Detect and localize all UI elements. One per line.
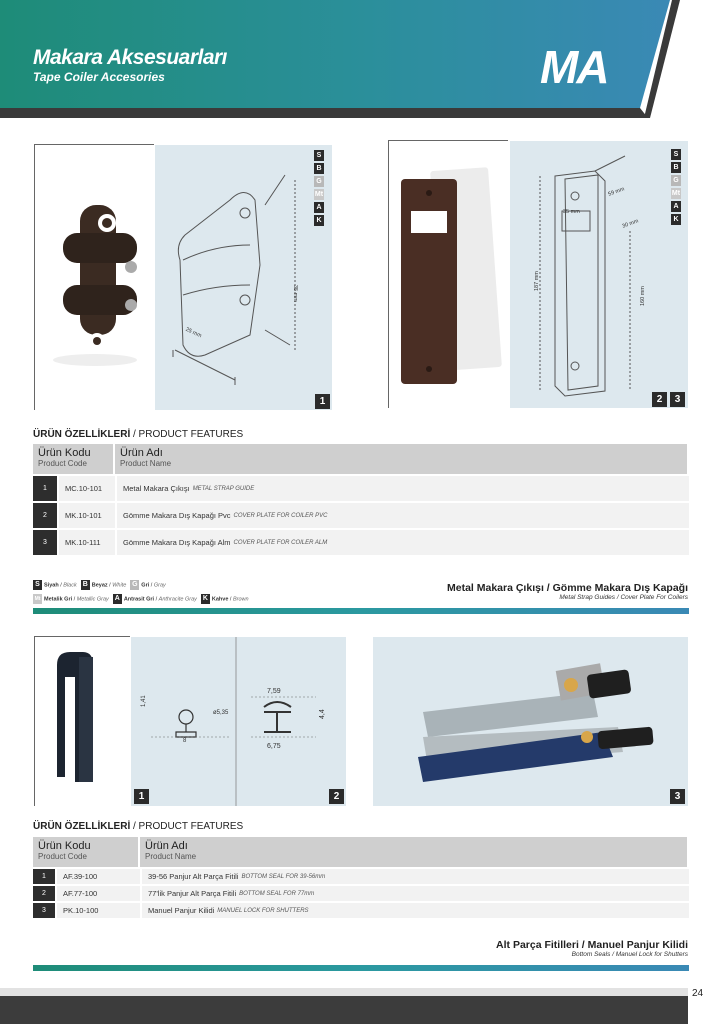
color-code: Mt [671,190,681,197]
photo-bottom-seal [35,637,131,806]
cover-plate-photo [389,141,510,408]
features-heading: ÜRÜN ÖZELLİKLERİ / PRODUCT FEATURES [33,429,244,440]
bottom-seal-photo [35,637,131,806]
dim-label: 160 mm [640,286,646,306]
col-header-code: Ürün Kodu Product Code [33,837,140,867]
image-number-badge: 1 [315,394,330,409]
dim-label: 30 mm [621,218,640,230]
table-row: 3 MK.10-111 Gömme Makara Dış Kapağı Alm COVER PLATE FOR COILER ALM [33,528,689,555]
page-number: 24 [692,988,704,999]
legend-code: G [132,581,138,588]
strap-guide-photo [35,145,155,410]
footer-bar-light [0,988,688,996]
dim-label: 7,59 [267,688,281,695]
color-code: G [671,175,681,186]
legend-code: Mt [34,596,41,602]
section-divider [33,608,689,614]
color-code: Mt [314,191,324,198]
page-header [0,0,728,120]
table-header [33,444,689,474]
image-number-badge: 3 [670,789,685,804]
color-code: G [314,176,324,187]
table-header [33,837,689,867]
drawing-cover-plate [510,141,688,408]
legend-code: B [82,581,88,588]
photo-cover-plate [389,141,510,408]
color-code: S [671,149,681,160]
legend-code: A [114,595,120,602]
manual-lock-photo [373,637,688,806]
section-caption: Metal Makara Çıkışı / Gömme Makara Dış Kapağı Metal Strap Guides / Cover Plate For Coilers [446,582,688,601]
section-divider [33,965,689,971]
dim-label: 187 mm [534,271,540,291]
col-header-name: Ürün Adı Product Name [140,837,689,867]
table-row: 2 MK.10-101 Gömme Makara Dış Kapağı Pvc COVER PLATE FOR COILER PVC [33,501,689,528]
features-heading: ÜRÜN ÖZELLİKLERİ / PRODUCT FEATURES [33,821,244,832]
photo-manual-lock [373,637,688,806]
strap-guide-drawing [155,145,332,410]
product-table [33,837,689,918]
image-number-badge: 2 [652,392,667,407]
dim-label: 25 mm [184,326,203,340]
image-number-badge: 1 [134,789,149,804]
color-code: S [314,150,324,161]
table-row: 1 AF.39-100 39-56 Panjur Alt Parça Fitili BOTTOM SEAL FOR 39-56mm [33,867,689,884]
header-subtitle: Tape Coiler Accesories [33,70,165,84]
color-code: A [314,202,324,213]
col-header-code: Ürün Kodu Product Code [33,444,115,474]
drawing-metal-strap-guide [155,145,332,410]
color-code: B [671,162,681,173]
color-code-list [314,150,324,226]
image-number-badge: 3 [670,392,685,407]
table-row: 3 PK.10-100 Manuel Panjur Kilidi MANUEL LOCK FOR SHUTTERS [33,901,689,918]
dim-label: 35 mm [563,209,580,215]
dim-label: ø5,35 [213,710,229,716]
legend-code: S [33,580,42,590]
drawing-bottom-seal [131,637,346,806]
image-number-badge: 2 [329,789,344,804]
color-legend: S Siyah / Black B Beyaz / White G Gri / Gray Mt Metalik Gri / Metallic Gray A Antrasit Gri / Anthracite Gray K Kahve / Brown [34,581,249,603]
color-code: K [314,215,324,226]
product-table [33,444,689,555]
header-title: Makara Aksesuarları [33,46,228,69]
dim-label: 35 mm [292,285,298,302]
section-caption: Alt Parça Fitilleri / Manuel Panjur Kilidi Bottom Seals / Manuel Lock for Shutters [496,939,688,958]
color-code: B [314,163,324,174]
color-code-list [671,149,681,225]
footer-bar-dark [0,996,688,1024]
dim-label: 1,41 [141,695,147,707]
dim-label: 59 mm [607,186,626,198]
dim-label: 4,4 [319,709,326,719]
color-code: A [671,201,681,212]
legend-code: K [202,595,208,602]
photo-metal-strap-guide [35,145,155,410]
section-logo: MA [540,41,608,93]
dim-label: 6,75 [267,743,281,750]
col-header-name: Ürün Adı Product Name [115,444,689,474]
table-row: 1 MC.10-101 Metal Makara Çıkışı METAL STRAP GUIDE [33,474,689,501]
table-row: 2 AF.77-100 77'lik Panjur Alt Parça Fitili BOTTOM SEAL FOR 77mm [33,884,689,901]
color-code: K [671,214,681,225]
dim-label: 8 [183,738,187,744]
bottom-seal-drawing [131,637,346,806]
